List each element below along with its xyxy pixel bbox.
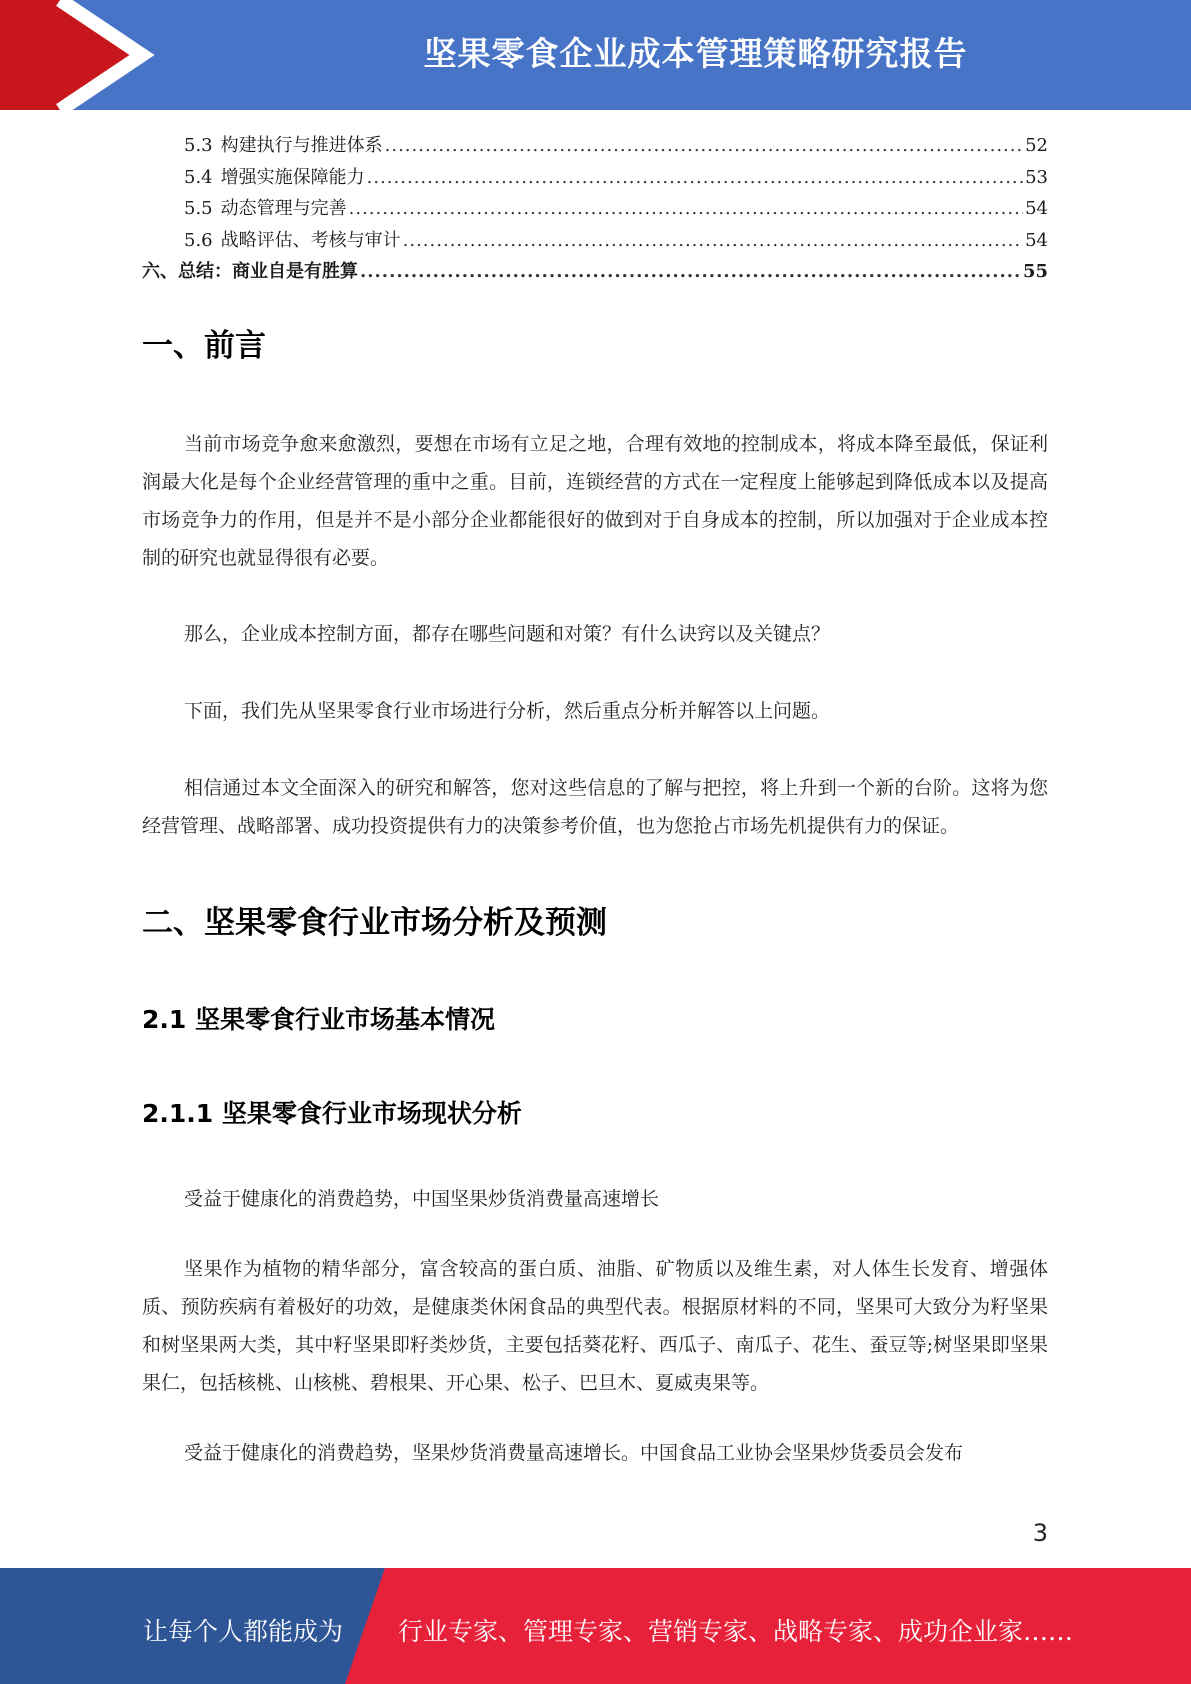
- paragraph: 下面，我们先从坚果零食行业市场进行分析，然后重点分析并解答以上问题。: [184, 700, 831, 722]
- section-heading-preface: 一、前言: [142, 328, 266, 364]
- toc-leader-dots: [349, 193, 1023, 225]
- toc-entry-number: 5.5: [184, 198, 213, 219]
- toc-leader-dots: [360, 256, 1021, 288]
- toc-entry-number: 5.3: [184, 135, 213, 156]
- section-heading-market-analysis: 二、坚果零食行业市场分析及预测: [142, 905, 607, 941]
- toc-entry-major[interactable]: [142, 256, 1048, 288]
- table-of-contents: [142, 130, 1048, 288]
- toc-entry-number: 5.6: [184, 229, 213, 251]
- toc-entry[interactable]: [142, 162, 1048, 194]
- document-body: [142, 320, 1048, 1472]
- toc-entry-title: 战略评估、考核与审计: [220, 229, 401, 251]
- paragraph: 当前市场竞争愈来愈激烈，要想在市场有立足之地，合理有效地的控制成本，将成本降至最低，保证利润最大化是每个企业经营管理的重中之重。目前，连锁经营的方式在一定程度上能够起到降低成本以及提高市场竞争力的作用，但是并不是小部分企业都能很好的做到对于自身成本的控制，所以加强对于企业成本控制的研究也就显得很有必要。: [142, 433, 1048, 569]
- toc-entry-title: 动态管理与完善: [220, 198, 347, 219]
- subsection-heading: 2.1 坚果零食行业市场基本情况: [142, 1005, 495, 1034]
- paragraph: 那么，企业成本控制方面，都存在哪些问题和对策？有什么诀窍以及关键点？: [184, 623, 831, 645]
- report-title: 坚果零食企业成本管理策略研究报告: [423, 34, 968, 73]
- toc-entry-page: 54: [1025, 229, 1048, 251]
- toc-entry-page: 54: [1025, 198, 1048, 219]
- toc-entry-page: 52: [1025, 135, 1048, 156]
- toc-leader-dots: [367, 162, 1023, 194]
- toc-leader-dots: [403, 225, 1023, 257]
- toc-entry-number: 5.4: [184, 166, 213, 188]
- footer-slogan-left: 让每个人都能成为: [143, 1617, 344, 1646]
- toc-entry-page: 55: [1022, 261, 1048, 282]
- paragraph: 受益于健康化的消费趋势，中国坚果炒货消费量高速增长: [184, 1188, 660, 1210]
- toc-entry[interactable]: [142, 193, 1048, 225]
- page-number: 3: [1032, 1519, 1048, 1547]
- footer-banner: [0, 1568, 1191, 1684]
- toc-entry-page: 53: [1025, 166, 1048, 188]
- subsubsection-heading: 2.1.1 坚果零食行业市场现状分析: [142, 1099, 522, 1128]
- toc-entry-title: 六、总结：商业自是有胜算: [142, 261, 358, 282]
- toc-leader-dots: [385, 130, 1023, 162]
- paragraph: 相信通过本文全面深入的研究和解答，您对这些信息的了解与把控，将上升到一个新的台阶。这将为您经营管理、战略部署、成功投资提供有力的决策参考价值，也为您抢占市场先机提供有力的保证。: [142, 777, 1048, 837]
- toc-entry[interactable]: [142, 130, 1048, 162]
- toc-entry[interactable]: [142, 225, 1048, 257]
- toc-entry-title: 构建执行与推进体系: [220, 135, 383, 156]
- paragraph: 坚果作为植物的精华部分，富含较高的蛋白质、油脂、矿物质以及维生素，对人体生长发育、增强体质、预防疾病有着极好的功效，是健康类休闲食品的典型代表。根据原材料的不同，坚果可大致分为籽坚果和树坚果两大类，其中籽坚果即籽类炒货，主要包括葵花籽、西瓜子、南瓜子、花生、蚕豆等;树坚果即坚果果仁，包括核桃、山核桃、碧根果、开心果、松子、巴旦木、夏威夷果等。: [142, 1258, 1048, 1394]
- footer-slogan-right: 行业专家、管理专家、营销专家、战略专家、成功企业家……: [398, 1617, 1074, 1646]
- paragraph: 受益于健康化的消费趋势，坚果炒货消费量高速增长。中国食品工业协会坚果炒货委员会发布: [184, 1442, 964, 1464]
- header-banner: [0, 0, 1191, 110]
- toc-entry-title: 增强实施保障能力: [220, 166, 365, 188]
